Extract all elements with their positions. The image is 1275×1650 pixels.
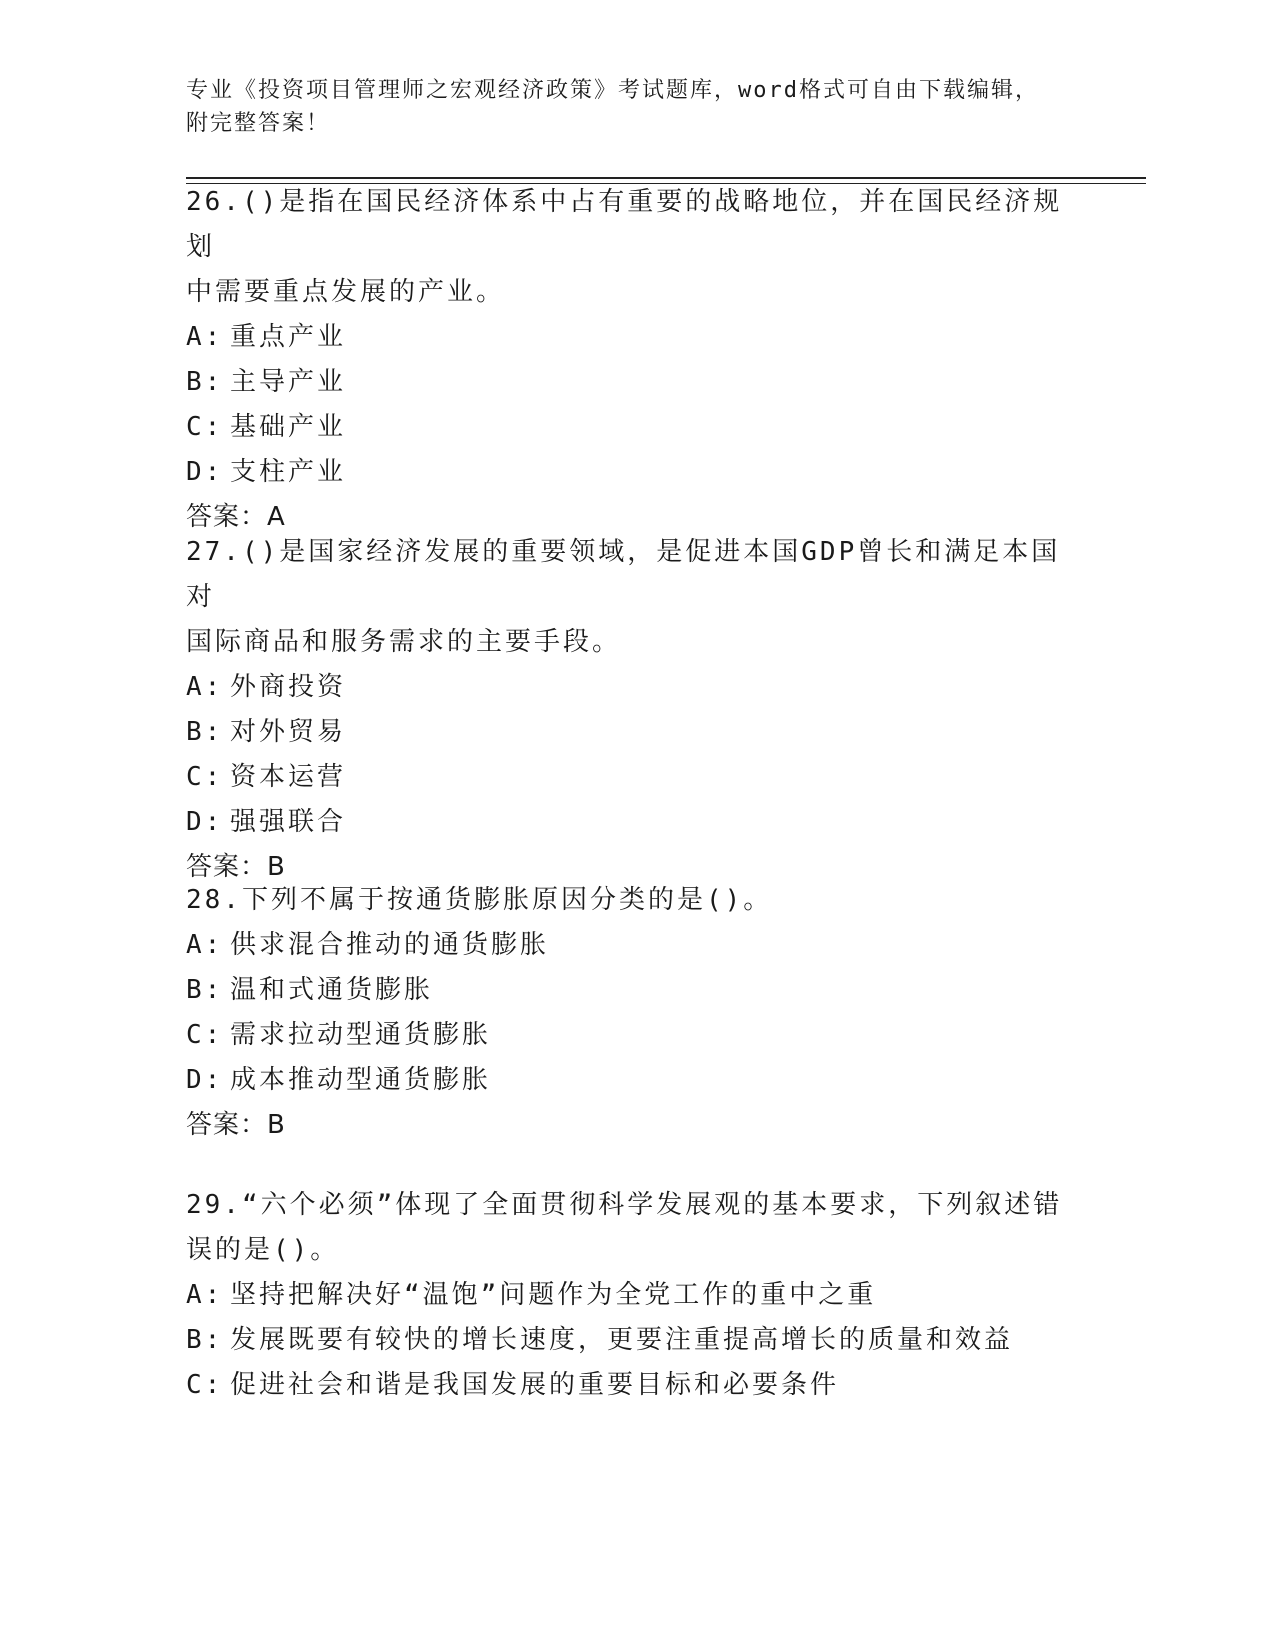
- option-text: 基础产业: [230, 412, 347, 442]
- option-letter: A:: [186, 1280, 224, 1310]
- question-stem-line: 27.()是国家经济发展的重要领域，是促进本国GDP曾长和满足本国对: [186, 537, 1061, 612]
- option-c: [186, 755, 1066, 800]
- option-text: 坚持把解决好“温饱”问题作为全党工作的重中之重: [230, 1280, 877, 1310]
- option-d: [186, 800, 1066, 845]
- option-d: [186, 450, 1066, 495]
- option-text: 外商投资: [230, 672, 347, 702]
- header-line-1: 专业《投资项目管理师之宏观经济政策》考试题库，word格式可自由下载编辑，: [186, 78, 1039, 103]
- option-letter: D:: [186, 457, 224, 487]
- answer-line: 答案：B: [186, 852, 286, 882]
- option-c: [186, 1013, 1066, 1058]
- option-text: 促进社会和谐是我国发展的重要目标和必要条件: [230, 1370, 840, 1400]
- document-header: [186, 74, 1086, 140]
- option-d: [186, 1058, 1066, 1103]
- option-letter: B:: [186, 1325, 224, 1355]
- option-text: 成本推动型通货膨胀: [230, 1065, 492, 1095]
- header-line-2: 附完整答案！: [186, 111, 331, 136]
- option-letter: A:: [186, 930, 224, 960]
- option-text: 对外贸易: [230, 717, 347, 747]
- question-29: [186, 1183, 1066, 1408]
- answer-line: 答案：A: [186, 502, 286, 532]
- option-letter: A:: [186, 672, 224, 702]
- option-text: 资本运营: [230, 762, 347, 792]
- option-b: [186, 360, 1066, 405]
- question-stem-line: 误的是()。: [186, 1235, 340, 1265]
- question-stem-line: 28.下列不属于按通货膨胀原因分类的是()。: [186, 885, 773, 915]
- option-letter: B:: [186, 975, 224, 1005]
- option-c: [186, 405, 1066, 450]
- option-b: [186, 710, 1066, 755]
- option-c: [186, 1363, 1066, 1408]
- question-stem-line: 29.“六个必须”体现了全面贯彻科学发展观的基本要求，下列叙述错: [186, 1190, 1063, 1220]
- option-text: 发展既要有较快的增长速度，更要注重提高增长的质量和效益: [230, 1325, 1014, 1355]
- option-text: 供求混合推动的通货膨胀: [230, 930, 550, 960]
- option-letter: A:: [186, 322, 224, 352]
- option-letter: D:: [186, 1065, 224, 1095]
- question-26: [186, 180, 1066, 540]
- option-a: [186, 923, 1066, 968]
- question-28: [186, 878, 1066, 1148]
- option-text: 重点产业: [230, 322, 347, 352]
- option-letter: C:: [186, 1370, 224, 1400]
- option-letter: B:: [186, 717, 224, 747]
- header-divider-thick: [186, 177, 1146, 179]
- option-text: 温和式通货膨胀: [230, 975, 434, 1005]
- option-letter: B:: [186, 367, 224, 397]
- option-text: 支柱产业: [230, 457, 347, 487]
- option-a: [186, 665, 1066, 710]
- option-letter: D:: [186, 807, 224, 837]
- question-27: [186, 530, 1066, 890]
- answer-line: 答案：B: [186, 1110, 286, 1140]
- question-stem-line: 中需要重点发展的产业。: [186, 277, 506, 307]
- option-a: [186, 315, 1066, 360]
- question-stem-line: 国际商品和服务需求的主要手段。: [186, 627, 622, 657]
- option-b: [186, 968, 1066, 1013]
- option-text: 强强联合: [230, 807, 347, 837]
- option-b: [186, 1318, 1066, 1363]
- option-letter: C:: [186, 1020, 224, 1050]
- option-text: 需求拉动型通货膨胀: [230, 1020, 492, 1050]
- option-letter: C:: [186, 762, 224, 792]
- option-text: 主导产业: [230, 367, 347, 397]
- option-a: [186, 1273, 1066, 1318]
- question-stem-line: 26.()是指在国民经济体系中占有重要的战略地位，并在国民经济规划: [186, 187, 1063, 262]
- option-letter: C:: [186, 412, 224, 442]
